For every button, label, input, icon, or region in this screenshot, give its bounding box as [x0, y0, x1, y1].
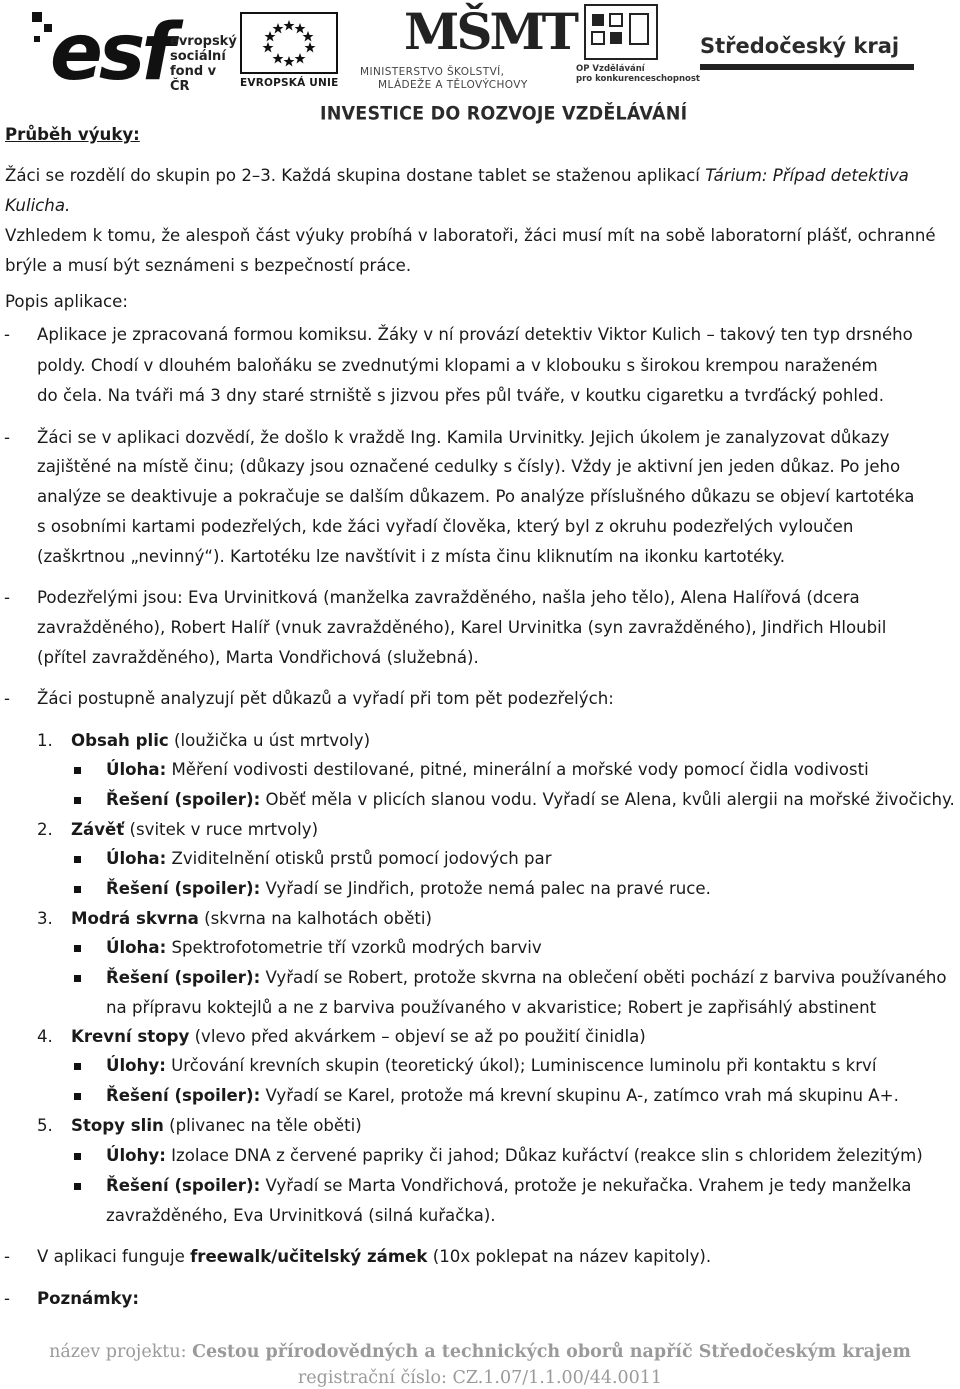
- op-logo: [576, 4, 700, 96]
- b2-line-3: analýze se deaktivuje a pokračuje se dalším důkazem. Po analýze příslušného důkazu se objeví kartotéka: [37, 487, 915, 506]
- evidence-item-1: Obsah plic (loužička u úst mrtvoly): [71, 731, 371, 750]
- solution-line: Řešení (spoiler): Vyřadí se Robert, protože skvrna na oblečení oběti pochází z barviva používaného: [106, 968, 947, 987]
- evidence-number: 5.: [37, 1116, 53, 1135]
- b3-line-3: (přítel zavražděného), Marta Vondřichová (služebná).: [37, 648, 479, 667]
- solution-line: Řešení (spoiler): Vyřadí se Marta Vondřichová, protože je nekuřačka. Vrahem je tedy manželka: [106, 1176, 912, 1195]
- esf-letters: esf: [50, 8, 172, 98]
- square-bullet-icon: [74, 856, 81, 863]
- square-bullet-icon: [74, 797, 81, 804]
- square-bullet-icon: [74, 886, 81, 893]
- square-bullet-icon: [74, 975, 81, 982]
- b3-line-2: zavražděného), Robert Halíř (vnuk zavražděného), Karel Urvinitka (syn zavražděného), Jindřich Hloubil: [37, 618, 887, 637]
- kraj-title: Středočeský kraj: [700, 34, 900, 58]
- b1-line-3: do čela. Na tváři má 3 dny staré strniště s jizvou přes půl tváře, v koutku cigaretku a tvrďácký pohled.: [37, 386, 884, 405]
- intro-line-2: Kulicha.: [5, 196, 71, 215]
- dash-bullet: -: [4, 325, 10, 344]
- investice-banner: INVESTICE DO ROZVOJE VZDĚLÁVÁNÍ: [320, 103, 688, 125]
- task-line: Úlohy: Určování krevních skupin (teoretický úkol); Luminiscence luminolu při kontaktu s krví: [106, 1056, 877, 1075]
- heading-prubeh: Průběh výuky:: [5, 125, 140, 144]
- kraj-bar: [700, 64, 914, 70]
- dash-bullet: -: [4, 1247, 10, 1266]
- b3-line-1: Podezřelými jsou: Eva Urvinitková (manželka zavražděného, našla jeho tělo), Alena Halířová (dcera: [37, 588, 860, 607]
- footer-project: název projektu: Cestou přírodovědných a technických oborů napříč Středočeským krajem: [49, 1342, 911, 1362]
- square-bullet-icon: [74, 1183, 81, 1190]
- b2-line-2: zajištěné na místě činu; (důkazy jsou označené cedulky s čísly). Vždy je aktivní jen jeden důkaz. Po jeho: [37, 457, 901, 476]
- op-text: OP Vzdělávání pro konkurenceschopnost: [576, 64, 700, 84]
- b2-line-4: s osobními kartami podezřelých, kde žáci vyřadí člověka, který byl z okruhu podezřelých vyloučen: [37, 517, 854, 536]
- evidence-item-5: Stopy slin (plivanec na těle oběti): [71, 1116, 362, 1135]
- eu-logo: [240, 12, 340, 94]
- solution-line: Řešení (spoiler): Vyřadí se Jindřich, protože nemá palec na pravé ruce.: [106, 879, 711, 898]
- b1-line-1: Aplikace je zpracovaná formou komiksu. Žáky v ní provází detektiv Viktor Kulich – takový ten typ drsného: [37, 325, 913, 344]
- task-line: Úloha: Zviditelnění otisků prstů pomocí jodových par: [106, 849, 552, 868]
- solution-line-cont: zavražděného, Eva Urvinitková (silná kuřačka).: [106, 1206, 496, 1225]
- esf-text: evropský sociální fond v ČR: [170, 34, 237, 94]
- evidence-item-2: Závěť (svitek v ruce mrtvoly): [71, 820, 319, 839]
- solution-line: Řešení (spoiler): Oběť měla v plicích slanou vodu. Vyřadí se Alena, kvůli alergii na mořské živočichy.: [106, 790, 955, 809]
- dash-bullet: -: [4, 1289, 10, 1308]
- intro-line-1: Žáci se rozdělí do skupin po 2–3. Každá skupina dostane tablet se staženou aplikací Tárium: Případ detektiva: [5, 166, 909, 185]
- dash-bullet: -: [4, 428, 10, 447]
- evidence-number: 4.: [37, 1027, 53, 1046]
- evidence-item-3: Modrá skvrna (skvrna na kalhotách oběti): [71, 909, 432, 928]
- task-line: Úlohy: Izolace DNA z červené papriky či jahod; Důkaz kuřáctví (reakce slin s chloridem železitým): [106, 1146, 923, 1165]
- b2-line-5: (zaškrtnou „nevinný“). Kartotéku lze navštívit i z místa činu kliknutím na ikonku kartotéky.: [37, 547, 786, 566]
- poznamky-label: Poznámky:: [37, 1289, 140, 1308]
- square-bullet-icon: [74, 1063, 81, 1070]
- evidence-number: 2.: [37, 820, 53, 839]
- b1-line-2: poldy. Chodí v dlouhém baloňáku se zvednutými klopami a v klobouku s širokou krempou naraženém: [37, 356, 878, 375]
- evidence-number: 1.: [37, 731, 53, 750]
- solution-line: Řešení (spoiler): Vyřadí se Karel, protože má krevní skupinu A-, zatímco vrah má skupinu A+.: [106, 1086, 899, 1105]
- square-bullet-icon: [74, 767, 81, 774]
- solution-line-cont: na přípravu koktejlů a ne z barviva používaného v akvaristice; Robert je zapřisáhlý abstinent: [106, 998, 877, 1017]
- evidence-number: 3.: [37, 909, 53, 928]
- intro-line-4: brýle a musí být seznámeni s bezpečností práce.: [5, 256, 412, 275]
- msmt-text: MINISTERSTVO ŠKOLSTVÍ, MLÁDEŽE A TĚLOVÝCHOVY: [360, 66, 528, 91]
- popis-heading: Popis aplikace:: [5, 292, 128, 311]
- dash-bullet: -: [4, 588, 10, 607]
- b5-line: V aplikaci funguje freewalk/učitelský zámek (10x poklepat na název kapitoly).: [37, 1247, 712, 1266]
- eu-label: EVROPSKÁ UNIE: [240, 77, 339, 89]
- eu-flag-icon: [240, 12, 338, 74]
- b4-line-1: Žáci postupně analyzují pět důkazů a vyřadí při tom pět podezřelých:: [37, 689, 614, 708]
- square-bullet-icon: [74, 1153, 81, 1160]
- task-line: Úloha: Měření vodivosti destilované, pitné, minerální a mořské vody pomocí čidla vodivosti: [106, 760, 869, 779]
- msmt-mark: MŠMT: [404, 2, 577, 61]
- b2-line-1: Žáci se v aplikaci dozvědí, že došlo k vraždě Ing. Kamila Urvinitky. Jejich úkolem je zanalyzovat důkazy: [37, 428, 890, 447]
- stredocesky-kraj-logo: [700, 34, 930, 90]
- dash-bullet: -: [4, 689, 10, 708]
- op-emblem-icon: [584, 4, 658, 60]
- intro-line-3: Vzhledem k tomu, že alespoň část výuky probíhá v laboratoři, žáci musí mít na sobě laboratorní plášť, ochranné: [5, 226, 936, 245]
- evidence-item-4: Krevní stopy (vlevo před akvárkem – objeví se až po použití činidla): [71, 1027, 646, 1046]
- footer-registration: registrační číslo: CZ.1.07/1.1.00/44.0011: [297, 1368, 663, 1388]
- task-line: Úloha: Spektrofotometrie tří vzorků modrých barviv: [106, 938, 542, 957]
- square-bullet-icon: [74, 1093, 81, 1100]
- header-logos: [0, 0, 960, 128]
- esf-logo: [30, 6, 237, 98]
- msmt-logo: [356, 2, 577, 96]
- square-bullet-icon: [74, 945, 81, 952]
